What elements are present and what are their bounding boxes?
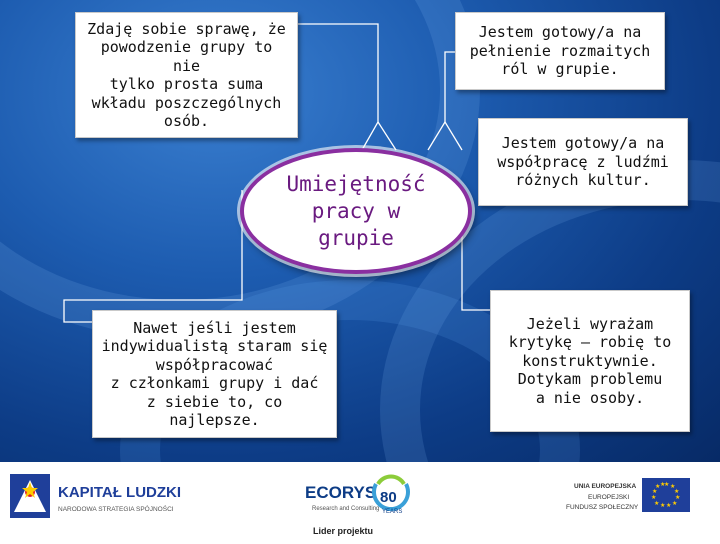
ecorys-name: ECORYS (305, 483, 377, 502)
svg-text:★: ★ (674, 488, 680, 495)
svg-text:★: ★ (654, 500, 660, 507)
ecorys-years-word: YEARS (382, 509, 403, 515)
statement-text: Jestem gotowy/a na współpracę z ludźmi różnych kultur. (497, 134, 669, 190)
ue-line2: EUROPEJSKI (588, 494, 630, 501)
svg-text:★: ★ (660, 481, 666, 488)
ue-line3: FUNDUSZ SPOŁECZNY (566, 504, 639, 511)
svg-text:★: ★ (660, 502, 666, 509)
center-topic-oval (240, 148, 472, 274)
center-topic-text: Umiejętność pracy w grupie (286, 171, 426, 250)
ue-line1: UNIA EUROPEJSKA (574, 483, 637, 490)
statement-text: Jeżeli wyrażam krytykę – robię to konstruktywnie. Dotykam problemu a nie osoby. (508, 314, 672, 407)
statement-text: Nawet jeśli jestem indywidualistą staram się współpracować z członkami grupy i dać z siebie to, co najlepsze. (101, 318, 328, 429)
svg-text:★: ★ (670, 483, 676, 490)
svg-text:★: ★ (666, 502, 672, 509)
statement-text: Zdaję sobie sprawę, że powodzenie grupy to nie tylko prosta suma wkładu poszczególnych osób. (87, 19, 286, 130)
statement-box-top-left (75, 12, 298, 138)
footer-logo-art (0, 462, 720, 540)
svg-text:★: ★ (664, 481, 670, 488)
svg-text:★: ★ (675, 494, 681, 501)
statement-box-bottom-right (490, 290, 690, 432)
statement-text: Jestem gotowy/a na pełnienie rozmaitych ról w grupie. (469, 23, 651, 79)
ecorys-subtitle: Research and Consulting (312, 506, 380, 512)
kapital-ludzki-title: KAPITAŁ LUDZKI (58, 484, 182, 501)
statement-box-bottom-left (92, 310, 337, 438)
footer-logos (0, 462, 720, 540)
svg-text:★: ★ (652, 488, 658, 495)
svg-text:★: ★ (655, 483, 661, 490)
statement-box-top-right (455, 12, 665, 90)
svg-text:★: ★ (672, 500, 678, 507)
ecorys-years-number: 80 (380, 489, 397, 506)
statement-box-mid-right (478, 118, 688, 206)
kapital-ludzki-subtitle: NARODOWA STRATEGIA SPÓJNOŚCI (58, 506, 174, 513)
eu-flag-icon (642, 478, 690, 512)
kapital-ludzki-logo-icon (10, 474, 50, 518)
lider-projektu-label: Lider projektu (313, 526, 374, 536)
svg-text:★: ★ (651, 494, 657, 501)
